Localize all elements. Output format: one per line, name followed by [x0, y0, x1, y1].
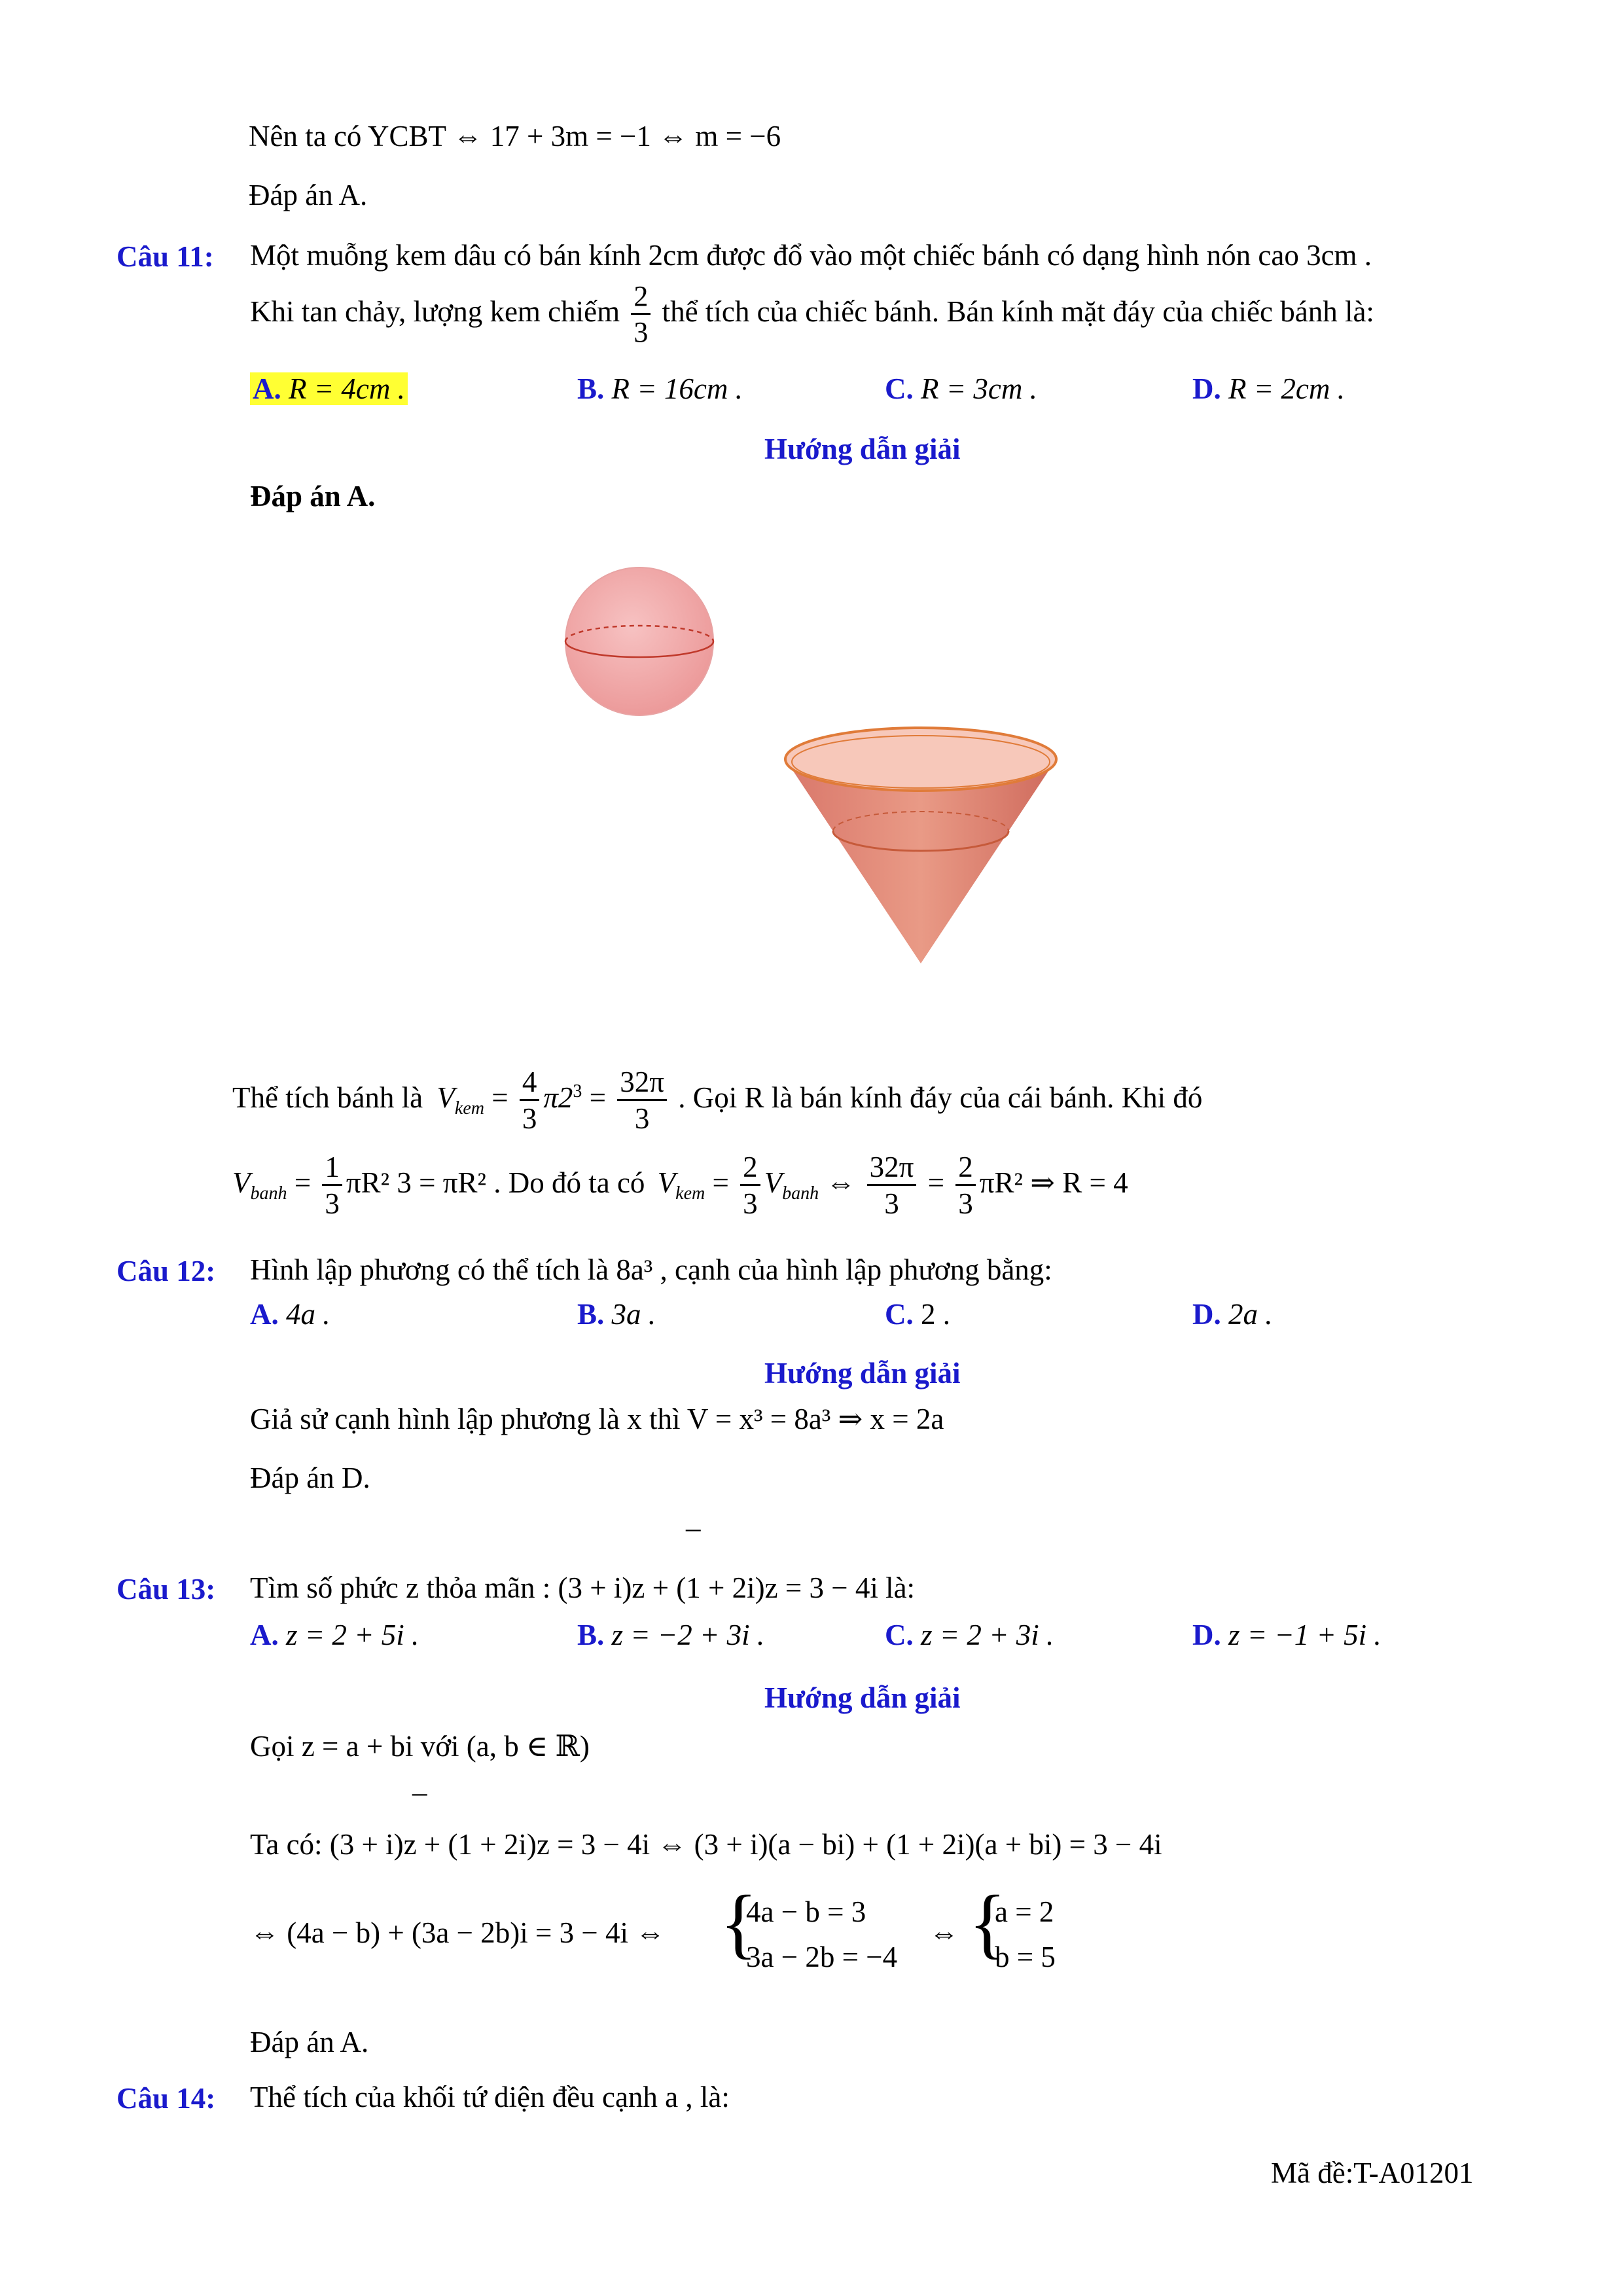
option-text: R = 4cm . — [289, 372, 405, 405]
fraction-denominator: 3 — [958, 1187, 973, 1221]
question-12-label: Câu 12: — [116, 1255, 216, 1287]
question-12-line1: Hình lập phương có thể tích là 8a³ , cạnh của hình lập phương bằng: — [250, 1253, 1052, 1286]
q13-option-a — [250, 1617, 419, 1653]
fraction-numerator: 4 — [520, 1067, 540, 1101]
q12-option-d — [1192, 1296, 1273, 1333]
option-letter: B. — [577, 1619, 605, 1651]
fraction-2-3 — [740, 1152, 760, 1220]
system2-eq1: a = 2 — [995, 1895, 1054, 1928]
left-brace-1: { — [720, 1879, 758, 1966]
q11-solution-line1 — [232, 1067, 1202, 1135]
option-letter: C. — [885, 1298, 914, 1331]
volume-symbol: V — [764, 1166, 783, 1200]
q13-solution-line2: Ta có: (3 + i)z + (1 + 2i)z = 3 − 4i ⇔ (3 + i)(a − bi) + (1 + 2i)(a + bi) = 3 − 4i — [250, 1828, 1162, 1861]
equals: = — [294, 1166, 312, 1200]
fraction-denominator: 3 — [633, 316, 649, 349]
option-text: 2 . — [921, 1298, 950, 1331]
fraction-denominator: 3 — [325, 1187, 340, 1221]
fraction-32pi-3 — [617, 1067, 667, 1135]
question-14-label: Câu 14: — [116, 2082, 216, 2115]
left-brace-2: { — [969, 1879, 1007, 1966]
derivation-line: Nên ta có YCBT ⇔ 17 + 3m = −1 ⇔ m = −6 — [249, 120, 781, 152]
q11-option-c — [885, 370, 1037, 407]
dash-mark: – — [686, 1511, 701, 1544]
fraction-4-3 — [520, 1067, 540, 1135]
option-text: 4a . — [286, 1298, 330, 1331]
volume-symbol: V — [437, 1081, 455, 1115]
fraction-denominator: 3 — [634, 1102, 650, 1136]
iff-symbol: ⇔ — [929, 1916, 959, 1949]
option-text: z = 2 + 5i . — [286, 1619, 419, 1651]
volume-symbol: V — [232, 1166, 251, 1200]
q12-solution: Giả sử cạnh hình lập phương là x thì V = x³ = 8a³ ⇒ x = 2a — [250, 1403, 944, 1435]
question-13-label: Câu 13: — [116, 1573, 216, 1605]
fraction-denominator: 3 — [522, 1102, 537, 1136]
volume-subscript: kem — [675, 1183, 705, 1204]
option-letter: B. — [577, 372, 605, 405]
q12-option-b — [577, 1296, 656, 1333]
q11-line2-text-b: thể tích của chiếc bánh. Bán kính mặt đáy của chiếc bánh là: — [662, 295, 1374, 329]
fraction-numerator: 32π — [867, 1152, 917, 1186]
option-text: z = −1 + 5i . — [1228, 1619, 1382, 1651]
question-14-line1: Thể tích của khối tứ diện đều cạnh a , là: — [250, 2081, 730, 2113]
q12-answer: Đáp án D. — [250, 1462, 370, 1494]
option-letter: C. — [885, 372, 914, 405]
q12-option-a — [250, 1296, 330, 1333]
volume-subscript: banh — [782, 1183, 819, 1204]
option-letter: A. — [250, 1619, 279, 1651]
q12-guide-heading: Hướng dẫn giải — [764, 1357, 961, 1390]
option-letter: A. — [250, 1298, 279, 1331]
option-text: 3a . — [611, 1298, 656, 1331]
option-text: R = 3cm . — [921, 372, 1037, 405]
sphere-cone-figure — [510, 550, 1099, 975]
q13-solution-line1: Gọi z = a + bi với (a, b ∈ ℝ) — [250, 1730, 590, 1763]
option-text: z = −2 + 3i . — [611, 1619, 765, 1651]
fraction-1-3 — [322, 1152, 342, 1220]
fraction-numerator: 2 — [740, 1152, 760, 1186]
q13-option-d — [1192, 1617, 1382, 1653]
option-text: 2a . — [1228, 1298, 1273, 1331]
option-letter: D. — [1192, 1298, 1221, 1331]
option-text: z = 2 + 3i . — [921, 1619, 1054, 1651]
q11-line2-text-a: Khi tan chảy, lượng kem chiếm — [250, 295, 620, 329]
q12-option-c — [885, 1296, 950, 1333]
fraction-32pi-3 — [867, 1152, 917, 1220]
sphere-shape — [565, 567, 713, 715]
fraction-numerator: 2 — [631, 281, 651, 315]
sol-text: πR² ⇒ R = 4 — [979, 1166, 1128, 1200]
q11-option-b — [577, 370, 743, 407]
volume-symbol: V — [657, 1166, 676, 1200]
q11-option-a — [250, 370, 408, 407]
exam-code: Mã đề:T-A01201 — [1271, 2157, 1474, 2189]
cone-shape — [785, 728, 1056, 963]
option-letter: B. — [577, 1298, 605, 1331]
fraction-numerator: 2 — [955, 1152, 976, 1186]
iff-symbol: ⇔ — [826, 1166, 856, 1200]
system1-eq2: 3a − 2b = −4 — [746, 1941, 898, 1973]
fraction-denominator: 3 — [743, 1187, 758, 1221]
q13-option-c — [885, 1617, 1054, 1653]
system2-eq2: b = 5 — [995, 1941, 1056, 1973]
volume-subscript: banh — [250, 1183, 287, 1204]
dash-mark: – — [412, 1776, 427, 1808]
q13-guide-heading: Hướng dẫn giải — [764, 1681, 961, 1714]
equals: = — [712, 1166, 729, 1200]
option-letter: D. — [1192, 1619, 1221, 1651]
system1-eq1: 4a − b = 3 — [746, 1895, 866, 1928]
question-11-line1: Một muỗng kem dâu có bán kính 2cm được đổ vào một chiếc bánh có dạng hình nón cao 3cm . — [250, 239, 1372, 272]
fraction-denominator: 3 — [884, 1187, 899, 1221]
q11-answer: Đáp án A. — [250, 480, 376, 512]
q11-solution-line2 — [232, 1152, 1128, 1220]
sol-text: . Gọi R là bán kính đáy của cái bánh. Khi đó — [678, 1081, 1203, 1115]
exponent: 3 — [573, 1081, 582, 1102]
fraction-numerator: 1 — [322, 1152, 342, 1186]
option-letter: A. — [253, 372, 281, 405]
pi-term: π2 — [543, 1081, 573, 1115]
sol-text: πR² 3 = πR² . Do đó ta có — [346, 1166, 645, 1200]
volume-subscript: kem — [454, 1098, 484, 1119]
question-11-label: Câu 11: — [116, 240, 214, 273]
equals: = — [589, 1081, 607, 1115]
q13-option-b — [577, 1617, 764, 1653]
fraction-numerator: 32π — [617, 1067, 667, 1101]
option-text: R = 16cm . — [611, 372, 743, 405]
question-11-line2 — [250, 281, 1374, 348]
sol-text: Thể tích bánh là — [232, 1081, 423, 1115]
equals: = — [491, 1081, 508, 1115]
option-text: R = 2cm . — [1228, 372, 1345, 405]
q11-guide-heading: Hướng dẫn giải — [764, 433, 961, 465]
option-letter: C. — [885, 1619, 914, 1651]
q13-answer: Đáp án A. — [250, 2026, 369, 2058]
equals: = — [927, 1166, 945, 1200]
q13-solution-line3: ⇔ (4a − b) + (3a − 2b)i = 3 − 4i ⇔ — [250, 1916, 666, 1949]
q11-fraction — [631, 281, 651, 348]
option-letter: D. — [1192, 372, 1221, 405]
question-13-line1: Tìm số phức z thỏa mãn : (3 + i)z + (1 + 2i)z = 3 − 4i là: — [250, 1571, 916, 1604]
fraction-2-3 — [955, 1152, 976, 1220]
answer-line: Đáp án A. — [249, 179, 368, 211]
q11-option-d — [1192, 370, 1345, 407]
